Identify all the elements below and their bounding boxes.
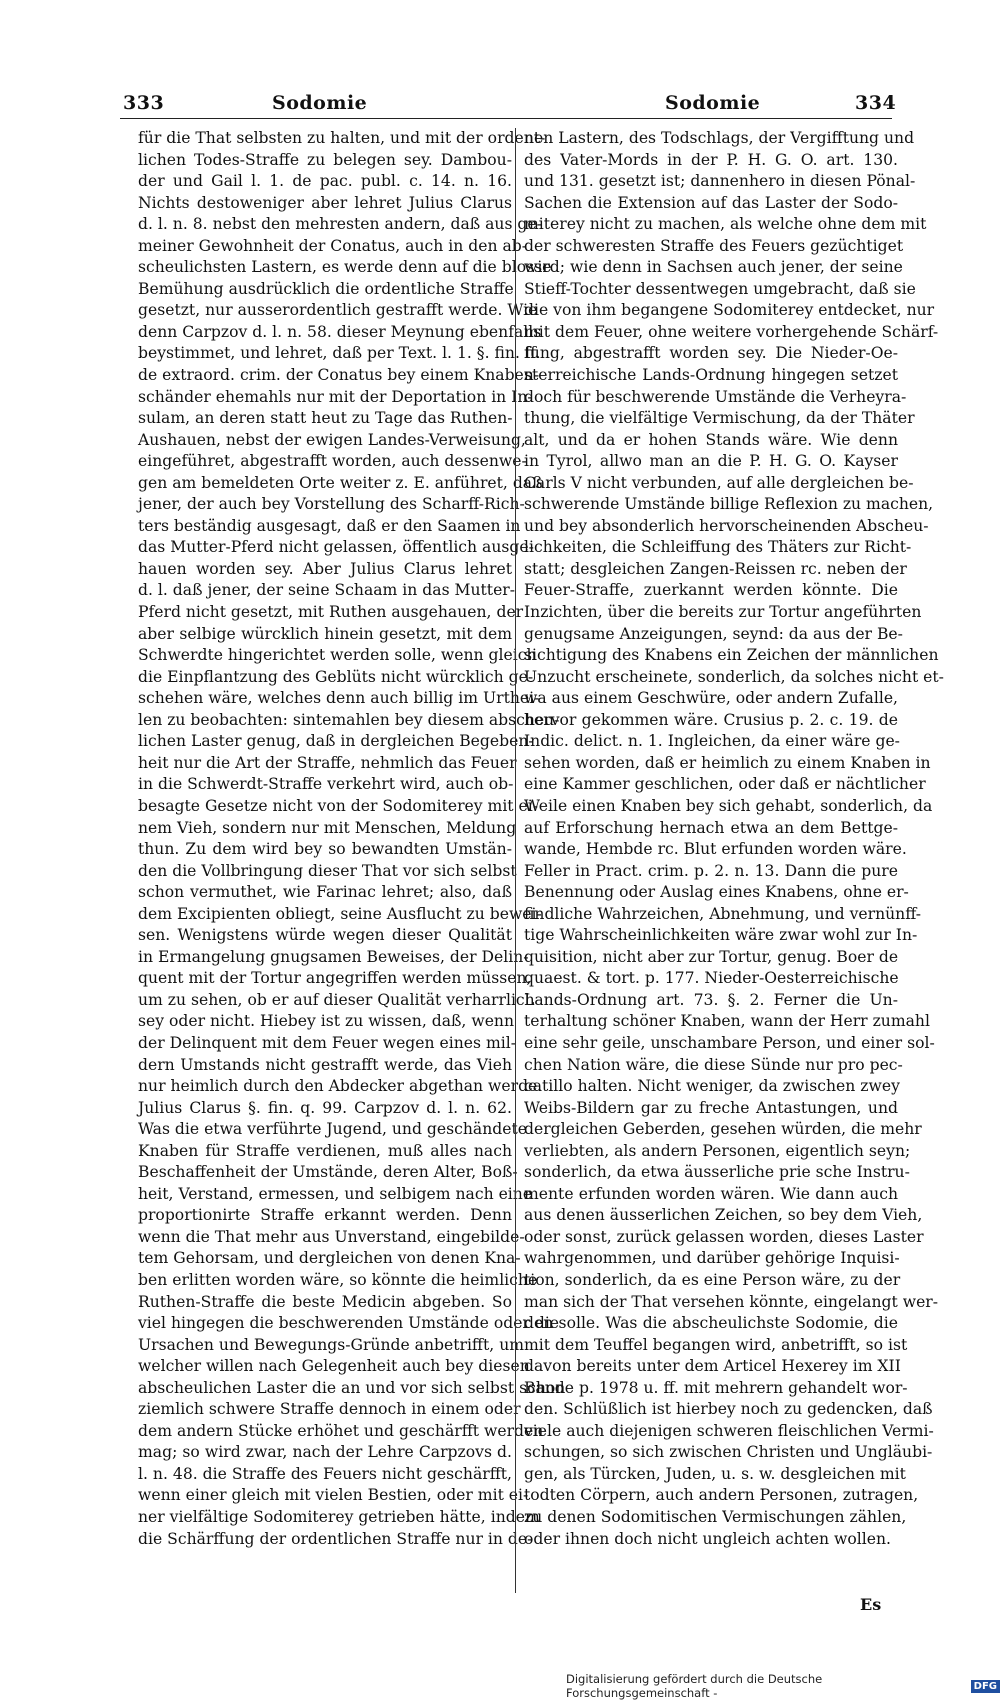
text-line: gen, als Türcken, Juden, u. s. w. desgleichen mit <box>524 1464 906 1483</box>
text-line: davon bereits unter dem Articel Hexerey im XII <box>524 1357 901 1376</box>
text-line: der und Gail l. 1. de pac. publ. c. 14. n. 16. <box>138 172 512 191</box>
text-line: viel hingegen die beschwerenden Umstände oder die <box>138 1314 560 1333</box>
text-line: sey oder nicht. Hiebey ist zu wissen, daß, wenn <box>138 1012 515 1031</box>
text-line: dern Umstands nicht gestrafft werde, das Vieh <box>138 1055 512 1074</box>
running-title-left: Sodomie <box>272 92 368 114</box>
text-line: die Schärffung der ordentlichen Straffe nur in de- <box>138 1529 533 1548</box>
text-line: heit, Verstand, ermessen, und selbigem nach eine <box>138 1184 533 1203</box>
text-line: aber selbige würcklich hinein gesetzt, mit dem <box>138 624 512 643</box>
text-line: beystimmet, und lehret, daß per Text. l. 1. §. fin. ff. <box>138 344 541 363</box>
text-line: genugsame Anzeigungen, seynd: da aus der Be- <box>524 624 903 643</box>
text-line: miterey nicht zu machen, als welche ohne dem mit <box>524 215 927 234</box>
text-line: Nichts destoweniger aber lehret Julius Clarus <box>138 193 512 212</box>
text-line: Sachen die Extension auf das Laster der Sodo- <box>524 193 898 212</box>
text-line: thung, die vielfältige Vermischung, da der Thäter <box>524 409 915 428</box>
text-line: ben erlitten worden wäre, so könnte die heimliche <box>138 1270 538 1289</box>
text-line: zu denen Sodomitischen Vermischungen zählen, <box>524 1508 907 1526</box>
text-line: dem andern Stücke erhöhet und geschärfft werden <box>138 1421 544 1440</box>
text-line: chen Nation wäre, die diese Sünde nur pro pec- <box>524 1055 903 1074</box>
text-line: tion, sonderlich, da es eine Person wäre, zu der <box>524 1270 901 1289</box>
text-line: für die That selbsten zu halten, und mit der ordent- <box>138 129 546 147</box>
text-line: sonderlich, da etwa äusserliche prie sche Instru- <box>524 1163 910 1182</box>
text-line: schänder ehemahls nur mit der Deportation in In- <box>138 387 533 406</box>
text-line: hervor gekommen wäre. Crusius p. 2. c. 19. de <box>524 710 898 729</box>
text-line: Benennung oder Auslag eines Knabens, ohne er- <box>524 883 909 902</box>
dfg-logo: DFG <box>971 1680 1000 1693</box>
left-text-column <box>138 128 566 1550</box>
text-line: in Tyrol, allwo man an die P. H. G. O. Kayser <box>524 452 898 471</box>
text-line: Ursachen und Bewegungs-Gründe anbetrifft, um <box>138 1335 525 1354</box>
text-line: man sich der That versehen könnte, eingelangt wer- <box>524 1292 939 1311</box>
text-line: abscheulichen Laster die an und vor sich selbst schon <box>138 1378 566 1397</box>
text-line: nur heimlich durch den Abdecker abgethan werde. <box>138 1077 543 1096</box>
text-line: Feller in Pract. crim. p. 2. n. 13. Dann die pure <box>524 861 898 880</box>
page-number-right: 334 <box>855 92 897 114</box>
text-line: mit dem Teuffel begangen wird, anbetrifft, so ist <box>524 1335 908 1354</box>
text-line: schon vermuthet, wie Farinac lehret; also, daß <box>138 883 512 902</box>
text-line: Carls V nicht verbunden, auf alle dergleichen be- <box>524 473 914 492</box>
text-line: auf Erforschung hernach etwa an dem Bettge- <box>524 818 898 837</box>
catchword: Es <box>860 1595 882 1614</box>
text-line: gesetzt, nur ausserordentlich gestrafft werde. Wie <box>138 301 538 320</box>
text-line: die von ihm begangene Sodomiterey entdecket, nur <box>524 301 935 320</box>
text-line: wenn einer gleich mit vielen Bestien, oder mit ei- <box>138 1486 529 1505</box>
text-line: heit nur die Art der Straffe, nehmlich das Feuer <box>138 753 517 772</box>
header-rule <box>120 118 892 119</box>
text-line: Lands-Ordnung art. 73. §. 2. Ferner die Un- <box>524 990 898 1009</box>
right-text-column <box>524 128 944 1550</box>
text-line: Aushauen, nebst der ewigen Landes-Verweisung, <box>138 430 526 449</box>
text-line: wa aus einem Geschwüre, oder andern Zufalle, <box>524 689 898 708</box>
text-line: ters beständig ausgesagt, daß er den Saamen in <box>138 516 521 535</box>
text-line: d. l. n. 8. nebst den mehresten andern, daß aus ge- <box>138 215 542 234</box>
text-line: sen. Wenigstens würde wegen dieser Qualität <box>138 926 512 945</box>
text-line: todten Cörpern, auch andern Personen, zutragen, <box>524 1486 919 1505</box>
text-line: Inzichten, über die bereits zur Tortur angeführten <box>524 603 922 622</box>
text-line: Ruthen-Straffe die beste Medicin abgeben. So <box>138 1292 512 1311</box>
text-line: und bey absonderlich hervorscheinenden Abscheu- <box>524 516 929 535</box>
text-line: Beschaffenheit der Umstände, deren Alter, Boß- <box>138 1163 518 1182</box>
text-line: quaest. & tort. p. 177. Nieder-Oesterreichische <box>524 969 899 988</box>
text-line: lichen Todes-Straffe zu belegen sey. Dambou- <box>138 150 512 169</box>
text-line: hauen worden sey. Aber Julius Clarus lehret <box>138 559 512 578</box>
text-line: der Delinquent mit dem Feuer wegen eines mil- <box>138 1033 516 1052</box>
text-line: sehen worden, daß er heimlich zu einem Knaben in <box>524 753 931 772</box>
text-line: wande, Hembde rc. Blut erfunden worden wäre. <box>524 840 907 859</box>
text-line: doch für beschwerende Umstände die Verheyra- <box>524 387 907 406</box>
text-line: l. n. 48. die Straffe des Feuers nicht geschärfft, <box>138 1464 512 1483</box>
text-line: lichen Laster genug, daß in dergleichen Begeben- <box>138 732 534 751</box>
text-line: mit dem Feuer, ohne weitere vorhergehende Schärf- <box>524 322 939 341</box>
text-line: nem Vieh, sondern nur mit Menschen, Meldung <box>138 818 517 837</box>
text-line: gen am bemeldeten Orte weiter z. E. anführet, daß <box>138 473 543 492</box>
text-line: aus denen äusserlichen Zeichen, so bey dem Vieh, <box>524 1206 923 1225</box>
text-line: denn Carpzov d. l. n. 58. dieser Meynung ebenfalls <box>138 322 542 341</box>
text-line: besagte Gesetze nicht von der Sodomiterey mit ei- <box>138 796 539 815</box>
text-line: proportionirte Straffe erkannt werden. Denn <box>138 1206 512 1225</box>
text-line: catillo halten. Nicht weniger, da zwischen zwey <box>524 1077 900 1096</box>
text-line: thun. Zu dem wird bey so bewandten Umstän- <box>138 840 512 859</box>
text-line: alt, und da er hohen Stands wäre. Wie denn <box>524 430 898 449</box>
text-line: Schwerdte hingerichtet werden solle, wenn gleich <box>138 646 537 665</box>
text-line: schehen wäre, welches denn auch billig im Urthei- <box>138 689 540 708</box>
text-line: sterreichische Lands-Ordnung hingegen setzet <box>524 366 898 385</box>
text-line: Weile einen Knaben bey sich gehabt, sonderlich, da <box>524 796 933 815</box>
footer-text: Digitalisierung gefördert durch die Deutsche Forschungsgemeinschaft - <box>566 1672 823 1700</box>
text-line: Bemühung ausdrücklich die ordentliche Straffe <box>138 279 514 298</box>
page-number-left: 333 <box>123 92 165 114</box>
text-line: terhaltung schöner Knaben, wann der Herr zumahl <box>524 1012 930 1031</box>
text-line: den die Vollbringung dieser That vor sich selbst <box>138 861 517 880</box>
text-line: nen Lastern, des Todschlags, der Vergifftung und <box>524 129 915 147</box>
text-line: um zu sehen, ob er auf dieser Qualität verharrlich <box>138 990 535 1009</box>
text-line: wird; wie denn in Sachsen auch jener, der seine <box>524 258 903 277</box>
text-line: findliche Wahrzeichen, Abnehmung, und vernünff- <box>524 904 921 923</box>
text-line: de extraord. crim. der Conatus bey einem Knaben- <box>138 366 540 385</box>
text-line: eingeführet, abgestrafft worden, auch dessenwe- <box>138 452 527 471</box>
text-line: oder ihnen doch nicht ungleich achten wollen. <box>524 1529 891 1548</box>
text-line: lichkeiten, die Schleiffung des Thäters zur Richt- <box>524 538 912 557</box>
text-line: eine sehr geile, unschambare Person, und einer sol- <box>524 1033 935 1052</box>
text-line: ziemlich schwere Straffe dennoch in einem oder <box>138 1400 521 1419</box>
text-line: wenn die That mehr aus Unverstand, eingebilde- <box>138 1227 525 1246</box>
text-line: Feuer-Straffe, zuerkannt werden könnte. Die <box>524 581 898 600</box>
text-line: fung, abgestrafft worden sey. Die Nieder-Oe- <box>524 344 898 363</box>
text-line: scheulichsten Lastern, es werde denn auf die blosse <box>138 258 552 277</box>
text-line: Weibs-Bildern gar zu freche Antastungen, und <box>524 1098 898 1117</box>
text-line: in Ermangelung gnugsamen Beweises, der Delin- <box>138 947 529 966</box>
text-line: in die Schwerdt-Straffe verkehrt wird, auch ob- <box>138 775 514 794</box>
text-line: viele auch diejenigen schweren fleischlichen Vermi- <box>524 1421 934 1440</box>
text-line: dem Excipienten obliegt, seine Ausflucht zu bewei- <box>138 904 542 923</box>
text-line: Julius Clarus §. fin. q. 99. Carpzov d. l. n. 62. <box>138 1098 512 1117</box>
text-line: dergleichen Geberden, gesehen würden, die mehr <box>524 1120 922 1139</box>
text-line: des Vater-Mords in der P. H. G. O. art. 130. <box>524 150 898 169</box>
text-line: tige Wahrscheinlichkeiten wäre zwar wohl zur In- <box>524 926 918 945</box>
text-line: welcher willen nach Gelegenheit auch bey diesen <box>138 1357 530 1376</box>
text-line: tem Gehorsam, und dergleichen von denen Kna- <box>138 1249 521 1268</box>
text-line: Knaben für Straffe verdienen, muß alles nach <box>138 1141 512 1160</box>
text-line: die Einpflantzung des Geblüts nicht würcklich ge- <box>138 667 534 686</box>
text-line: das Mutter-Pferd nicht gelassen, öffentlich ausge- <box>138 538 534 557</box>
text-line: ner vielfältige Sodomiterey getrieben hätte, indem <box>138 1508 540 1526</box>
text-line: schungen, so sich zwischen Christen und Ungläubi- <box>524 1443 933 1462</box>
text-line: Was die etwa verführte Jugend, und geschändete <box>138 1120 527 1139</box>
text-line: jener, der auch bey Vorstellung des Scharff-Rich- <box>138 495 525 514</box>
text-line: wahrgenommen, und darüber gehörige Inquisi- <box>524 1249 900 1268</box>
text-line: Indic. delict. n. 1. Ingleichen, da einer wäre ge- <box>524 732 900 751</box>
text-line: schwerende Umstände billige Reflexion zu machen, <box>524 495 934 514</box>
text-line: Stieff-Tochter dessentwegen umgebracht, daß sie <box>524 279 916 298</box>
text-line: sichtigung des Knabens ein Zeichen der männlichen <box>524 646 939 665</box>
text-line: den solle. Was die abscheulichste Sodomie, die <box>524 1314 898 1333</box>
text-line: oder sonst, zurück gelassen worden, dieses Laster <box>524 1227 924 1246</box>
text-line: Unzucht erscheinete, sonderlich, da solches nicht et- <box>524 667 944 686</box>
digitization-footer <box>566 1672 1000 1700</box>
text-line: mag; so wird zwar, nach der Lehre Carpzovs d. <box>138 1443 512 1462</box>
text-line: len zu beobachten: sintemahlen bey diesem abscheu- <box>138 710 560 729</box>
text-line: statt; desgleichen Zangen-Reissen rc. neben der <box>524 559 907 578</box>
text-line: meiner Gewohnheit der Conatus, auch in den ab- <box>138 236 527 255</box>
text-line: d. l. daß jener, der seine Schaam in das Mutter- <box>138 581 516 600</box>
text-line: quent mit der Tortur angegriffen werden müssen, <box>138 969 532 988</box>
text-line: Pferd nicht gesetzt, mit Ruthen ausgehauen, der <box>138 603 524 622</box>
text-line: sulam, an deren statt heut zu Tage das Ruthen- <box>138 409 513 428</box>
column-divider <box>515 128 516 1593</box>
text-line: den. Schlüßlich ist hierbey noch zu gedencken, daß <box>524 1400 933 1419</box>
running-title-right: Sodomie <box>665 92 761 114</box>
text-line: quisition, nicht aber zur Tortur, genug. Boer de <box>524 947 899 966</box>
text-line: und 131. gesetzt ist; dannenhero in diesen Pönal- <box>524 172 916 191</box>
text-line: verliebten, als andern Personen, eigentlich seyn; <box>524 1141 911 1160</box>
text-line: mente erfunden worden wären. Wie dann auch <box>524 1184 898 1203</box>
text-line: der schweresten Straffe des Feuers gezüchtiget <box>524 236 904 255</box>
text-line: eine Kammer geschlichen, oder daß er nächtlicher <box>524 775 926 794</box>
text-line: Bande p. 1978 u. ff. mit mehrern gehandelt wor- <box>524 1378 908 1397</box>
